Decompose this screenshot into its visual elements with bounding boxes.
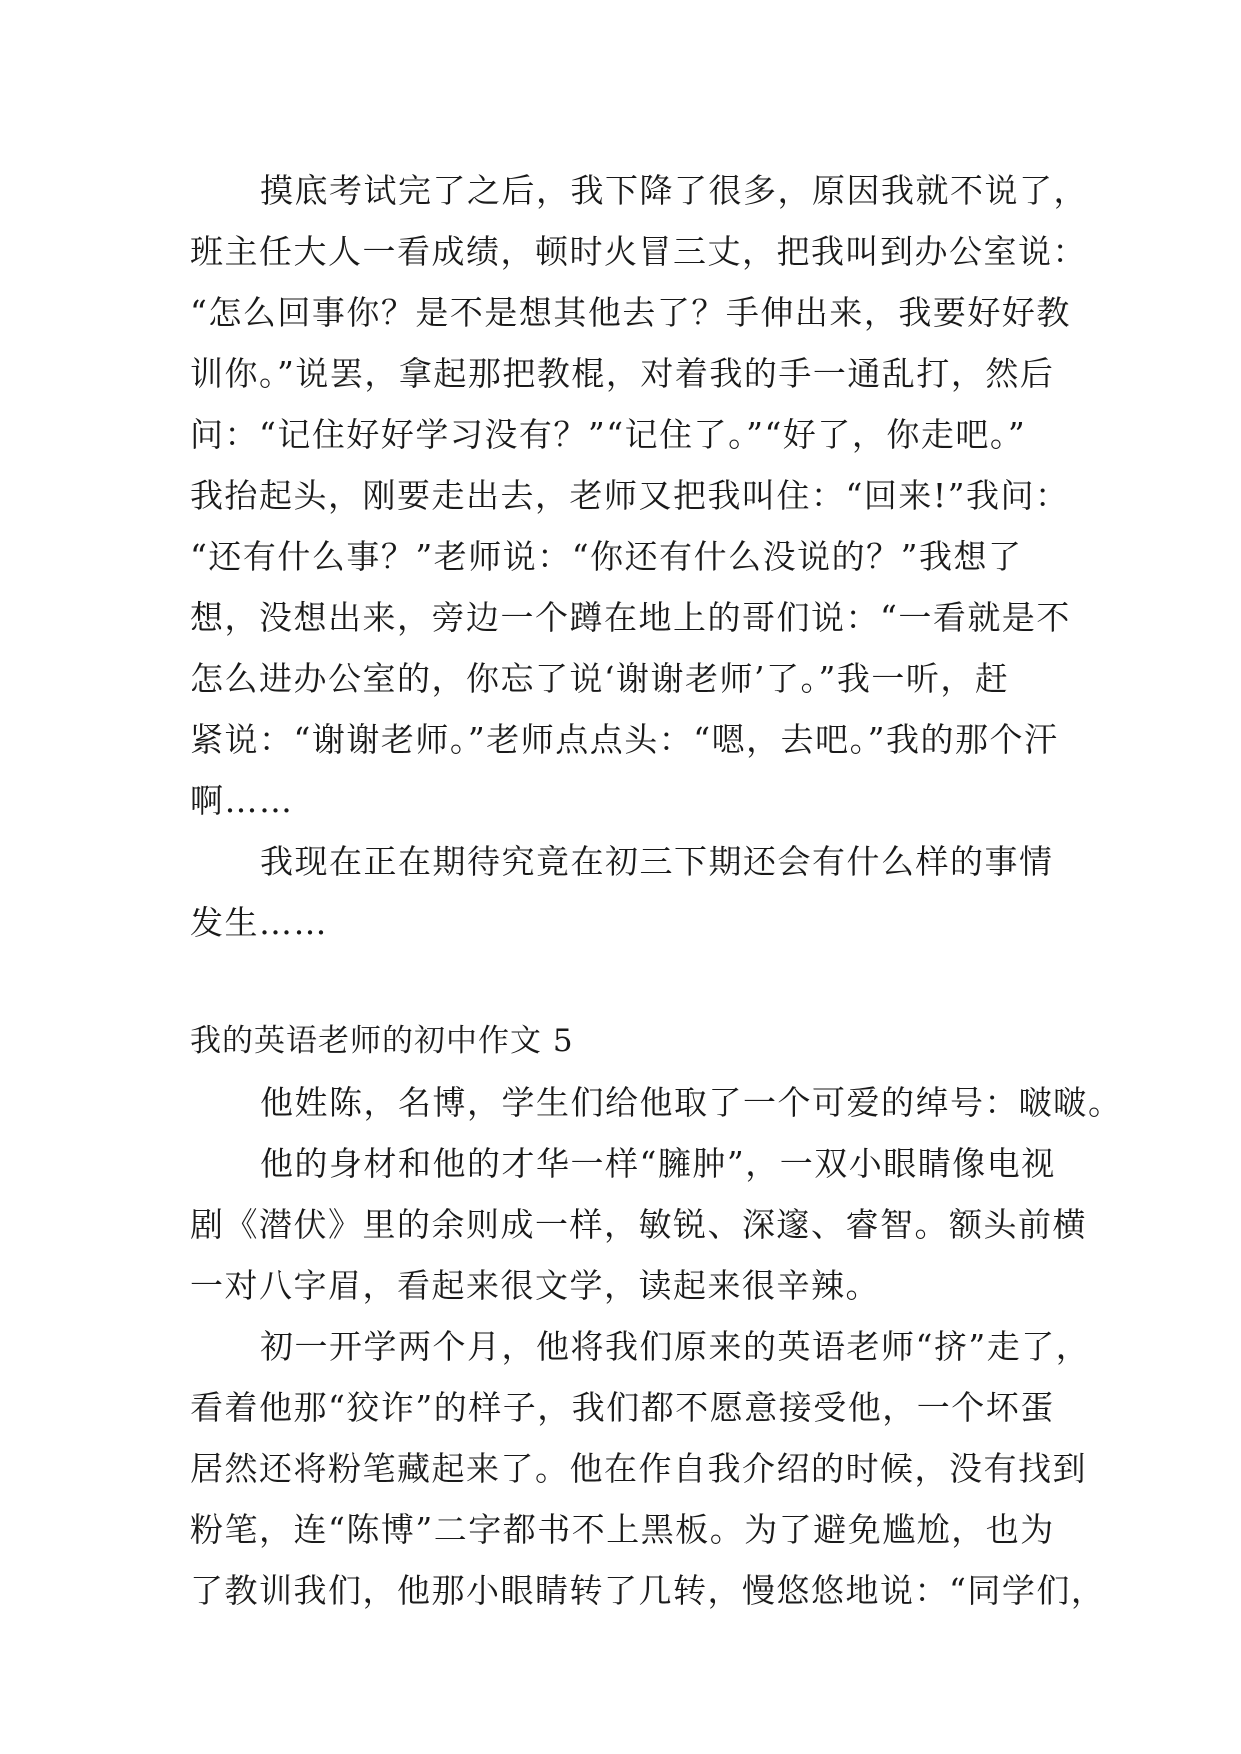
paragraph bbox=[190, 831, 1070, 953]
text-line: 我现在正在期待究竟在初三下期还会有什么样的事情 bbox=[260, 842, 1054, 881]
text-line: 发生…… bbox=[190, 903, 328, 942]
text-line: 我抬起头，刚要走出去，老师又把我叫住：“回来!”我问： bbox=[190, 476, 1070, 515]
text-line: 紧说：“谢谢老师。”老师点点头：“嗯，去吧。”我的那个汗 bbox=[190, 720, 1059, 759]
text-line: 想，没想出来，旁边一个蹲在地上的哥们说：“一看就是不 bbox=[190, 598, 1071, 637]
text-line: 剧《潜伏》里的余则成一样，敏锐、深邃、睿智。额头前横 bbox=[190, 1205, 1087, 1244]
text-line: 看着他那“狡诈”的样子，我们都不愿意接受他，一个坏蛋 bbox=[190, 1388, 1055, 1427]
section-spacer bbox=[190, 953, 1070, 1011]
text-line: 班主任大人一看成绩，顿时火冒三丈，把我叫到办公室说： bbox=[190, 232, 1087, 271]
paragraph bbox=[190, 1072, 1123, 1133]
text-line: 粉笔，连“陈博”二字都书不上黑板。为了避免尴尬，也为 bbox=[190, 1510, 1055, 1549]
paragraph bbox=[190, 1316, 1106, 1621]
essay-title: 我的英语老师的初中作文 5 bbox=[190, 1023, 574, 1059]
text-line: 初一开学两个月，他将我们原来的英语老师“挤”走了， bbox=[260, 1327, 1091, 1366]
text-line: 了教训我们，他那小眼睛转了几转，慢悠悠地说：“同学们， bbox=[190, 1571, 1106, 1610]
text-line: 训你。”说罢，拿起那把教棍，对着我的手一通乱打，然后 bbox=[190, 354, 1055, 393]
paragraph bbox=[190, 160, 1088, 831]
text-line: 他姓陈，名博，学生们给他取了一个可爱的绰号：啵啵。 bbox=[260, 1083, 1123, 1122]
paragraph bbox=[190, 1133, 1087, 1316]
text-line: 怎么进办公室的，你忘了说‘谢谢老师’了。”我一听，赶 bbox=[190, 659, 1010, 698]
text-line: “还有什么事？”老师说：“你还有什么没说的？”我想了 bbox=[190, 537, 1023, 576]
document-body bbox=[190, 160, 1123, 1621]
text-line: 一对八字眉，看起来很文学，读起来很辛辣。 bbox=[190, 1266, 880, 1305]
text-line: 啊…… bbox=[190, 781, 294, 820]
text-line: “怎么回事你？是不是想其他去了？手伸出来，我要好好教 bbox=[190, 293, 1071, 332]
text-line: 居然还将粉笔藏起来了。他在作自我介绍的时候，没有找到 bbox=[190, 1449, 1087, 1488]
text-line: 他的身材和他的才华一样“臃肿”，一双小眼睛像电视 bbox=[260, 1144, 1056, 1183]
text-line: 问：“记住好好学习没有？”“记住了。”“好了，你走吧。” bbox=[190, 415, 1027, 454]
text-line: 摸底考试完了之后，我下降了很多，原因我就不说了， bbox=[260, 171, 1088, 210]
